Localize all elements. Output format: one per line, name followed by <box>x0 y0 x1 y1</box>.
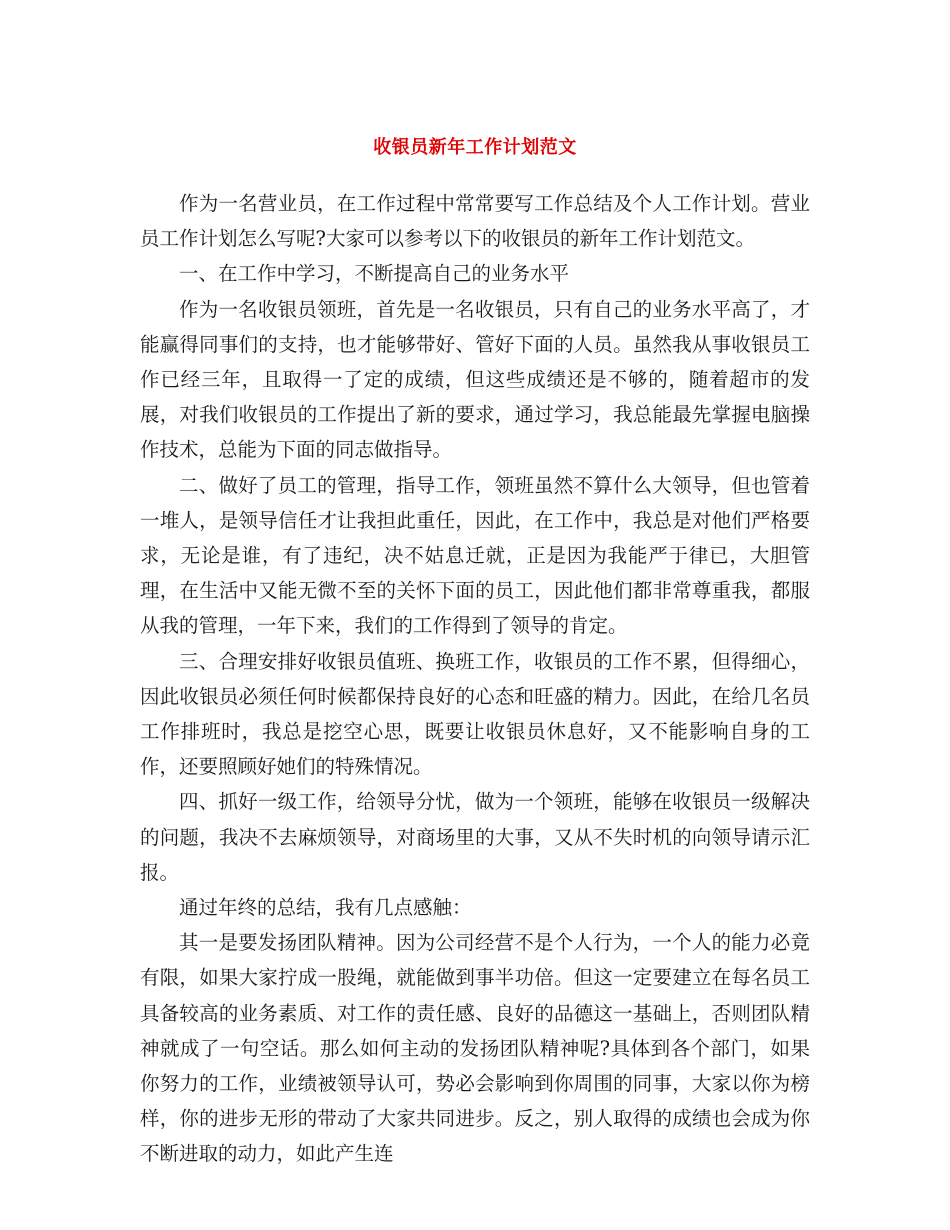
paragraph-section-2: 二、做好了员工的管理，指导工作，领班虽然不算什么大领导，但也管着一堆人，是领导信任才让我担此重任，因此，在工作中，我总是对他们严格要求，无论是谁，有了违纪，决不姑息迁就，正是因为我能严于律已，大胆管理，在生活中又能无微不至的关怀下面的员工，因此他们都非常尊重我，都服从我的管理，一年下来，我们的工作得到了领导的肯定。 <box>140 473 810 638</box>
paragraph-summary-intro: 通过年终的总结，我有几点感触： <box>179 896 472 920</box>
document-body <box>140 186 810 1172</box>
paragraph-intro: 作为一名营业员，在工作过程中常常要写工作总结及个人工作计划。营业员工作计划怎么写呢?大家可以参考以下的收银员的新年工作计划范文。 <box>140 192 810 251</box>
paragraph-section-4: 四、抓好一级工作，给领导分忧，做为一个领班，能够在收银员一级解决的问题，我决不去麻烦领导，对商场里的大事，又从不失时机的向领导请示汇报。 <box>140 790 810 884</box>
paragraph-section-3: 三、合理安排好收银员值班、换班工作，收银员的工作不累，但得细心，因此收银员必须任何时候都保持良好的心态和旺盛的精力。因此，在给几名员工作排班时，我总是挖空心思，既要让收银员休息好，又不能影响自身的工作，还要照顾好她们的特殊情况。 <box>140 649 810 779</box>
paragraph-section-1: 作为一名收银员领班，首先是一名收银员，只有自己的业务水平高了，才能赢得同事们的支持，也才能够带好、管好下面的人员。虽然我从事收银员工作已经三年，且取得一了定的成绩，但这些成绩还是不够的，随着超市的发展，对我们收银员的工作提出了新的要求，通过学习，我总能最先掌握电脑操作技术，总能为下面的同志做指导。 <box>140 297 810 462</box>
paragraph-team-spirit: 其一是要发扬团队精神。因为公司经营不是个人行为，一个人的能力必竟有限，如果大家拧成一股绳，就能做到事半功倍。但这一定要建立在每名员工具备较高的业务素质、对工作的责任感、良好的品德这一基础上，否则团队精神就成了一句空话。那么如何主动的发扬团队精神呢?具体到各个部门，如果你努力的工作，业绩被领导认可，势必会影响到你周围的同事，大家以你为榜样，你的进步无形的带动了大家共同进步。反之，别人取得的成绩也会成为你不断进取的动力，如此产生连 <box>140 931 810 1166</box>
section-heading-1: 一、在工作中学习，不断提高自己的业务水平 <box>179 262 570 286</box>
document-title: 收银员新年工作计划范文 <box>373 137 577 159</box>
